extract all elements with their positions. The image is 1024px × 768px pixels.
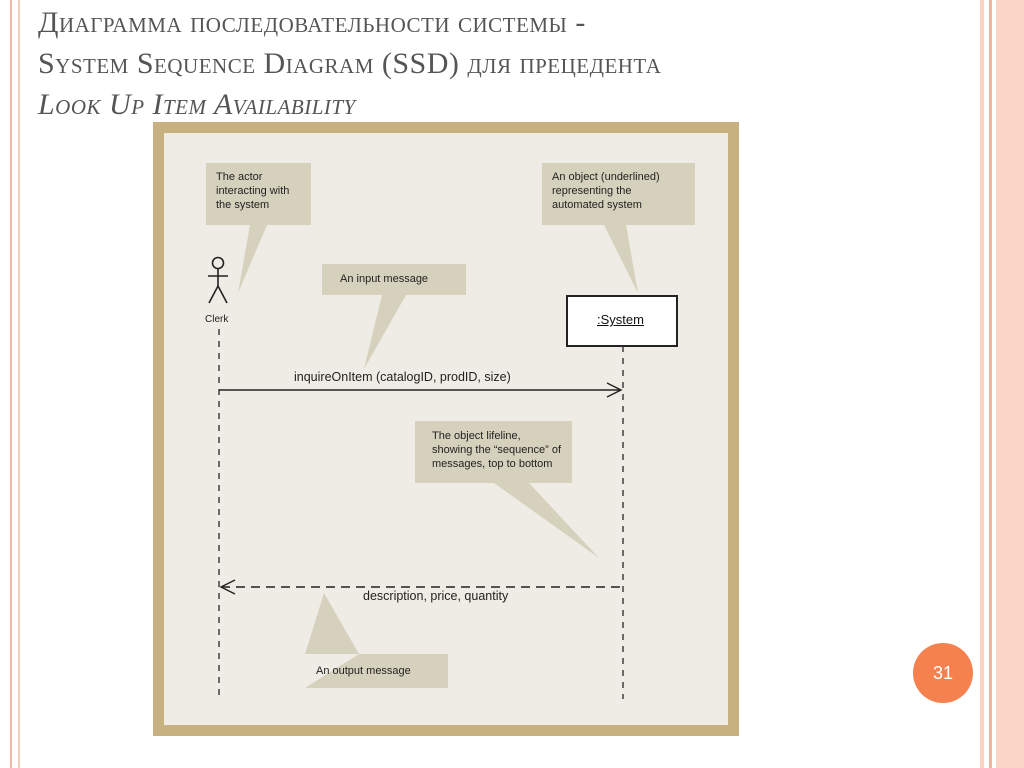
- left-border-line: [18, 0, 20, 768]
- object-callout-text: An object (underlined) representing the automated system: [552, 171, 660, 211]
- input-callout-text: An input message: [340, 273, 429, 285]
- diagram-canvas: [164, 133, 728, 725]
- title-line-3: Look Up Item Availability: [38, 88, 356, 121]
- lifeline-callout-text: The object lifeline, showing the “sequence” of messages, top to bottom: [432, 430, 562, 470]
- output-callout-text: An output message: [316, 665, 411, 677]
- title-line-1: Диаграмма последовательности системы -: [38, 6, 586, 39]
- page-number-badge: 31: [913, 643, 973, 703]
- left-border: [0, 0, 12, 768]
- system-object-label: :System: [597, 312, 644, 327]
- input-message-label: inquireOnItem (catalogID, prodID, size): [294, 370, 511, 384]
- actor-label: Clerk: [205, 314, 229, 325]
- actor-icon: [208, 258, 228, 304]
- output-message-label: description, price, quantity: [363, 589, 509, 603]
- slide-title: [38, 2, 968, 125]
- diagram-frame: [153, 122, 739, 736]
- right-border: [980, 0, 1024, 768]
- actor-callout-text: The actor interacting with the system: [216, 171, 290, 211]
- title-line-2: System Sequence Diagram (SSD) для прецедента: [38, 47, 662, 80]
